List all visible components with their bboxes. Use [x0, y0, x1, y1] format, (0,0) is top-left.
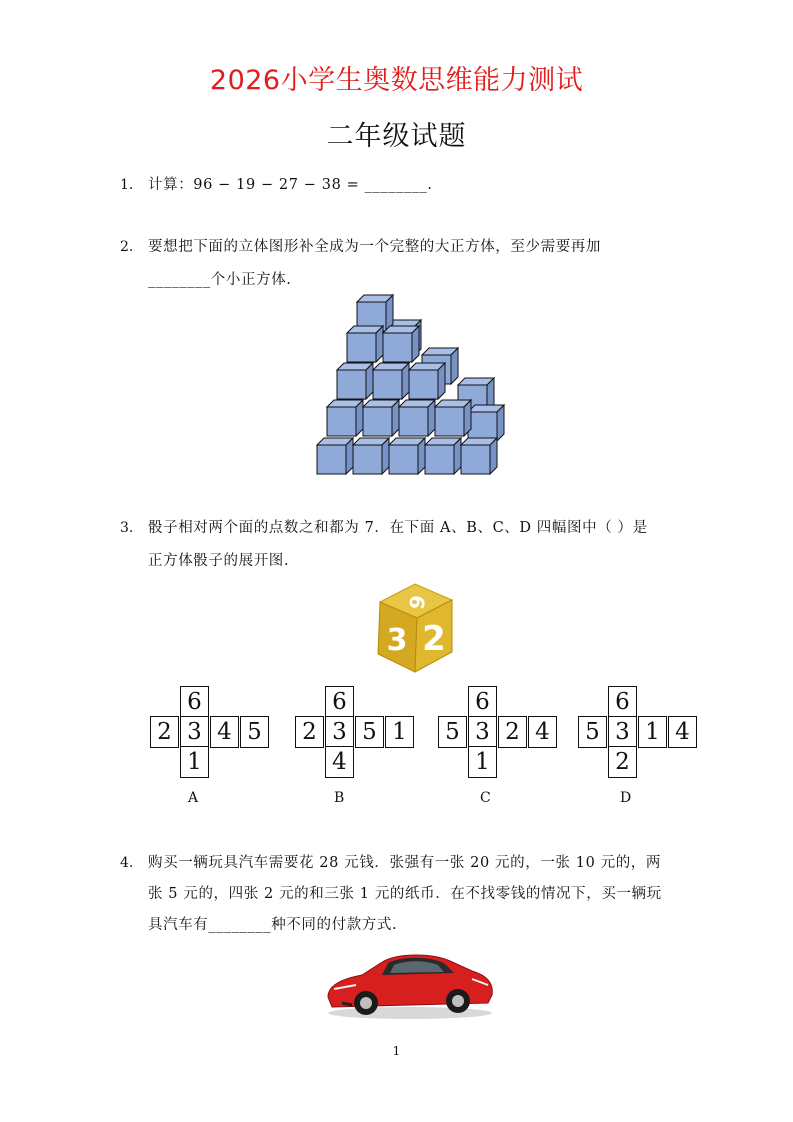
net-d-cell-4: 4 — [668, 716, 697, 748]
page-subtitle: 二年级试题 — [326, 121, 467, 152]
question-4-line-2: 张 5 元的，四张 2 元的和三张 1 元的纸币．在不找零钱的情况下，买一辆玩 — [148, 886, 662, 902]
net-d-cell-2: 3 — [608, 716, 637, 748]
question-1-text: 计算：96 − 19 − 27 − 38 = ________. — [148, 177, 433, 193]
net-b-top: 6 — [325, 686, 354, 718]
net-d-label: D — [620, 790, 632, 806]
net-d — [578, 686, 698, 776]
small-cube — [327, 400, 363, 436]
net-c-bottom: 1 — [468, 746, 497, 778]
cube-stack-figure — [300, 290, 520, 490]
net-b-cell-3: 5 — [355, 716, 384, 748]
question-4-number: 4. — [120, 855, 134, 871]
die-right-face: 2 — [422, 619, 446, 659]
net-d-bottom: 2 — [608, 746, 637, 778]
small-cube — [383, 326, 419, 362]
net-c-cell-3: 2 — [498, 716, 527, 748]
net-c-cell-4: 4 — [528, 716, 557, 748]
question-4-line-1: 购买一辆玩具汽车需要花 28 元钱．张强有一张 20 元的，一张 10 元的，两 — [148, 855, 662, 871]
question-4-line-3: 具汽车有________种不同的付款方式. — [148, 917, 398, 933]
net-d-cell-1: 5 — [578, 716, 607, 748]
question-3-line-2: 正方体骰子的展开图. — [148, 553, 290, 569]
net-c-cell-1: 5 — [438, 716, 467, 748]
net-b-bottom: 4 — [325, 746, 354, 778]
question-3-line-1: 骰子相对两个面的点数之和都为 7．在下面 A、B、C、D 四幅图中（ ）是 — [148, 520, 648, 536]
toy-car-image — [322, 945, 497, 1023]
net-b-cell-4: 1 — [385, 716, 414, 748]
small-cube — [317, 438, 353, 474]
die-image — [370, 580, 460, 676]
question-2-line-1: 要想把下面的立体图形补全成为一个完整的大正方体，至少需要再加 — [148, 239, 601, 255]
net-d-top: 6 — [608, 686, 637, 718]
question-2-number: 2. — [120, 239, 134, 255]
net-c-top: 6 — [468, 686, 497, 718]
net-d-cell-3: 1 — [638, 716, 667, 748]
net-b — [295, 686, 415, 776]
small-cube — [461, 438, 497, 474]
small-cube — [373, 363, 409, 399]
net-a-cell-4: 5 — [240, 716, 269, 748]
small-cube — [468, 405, 504, 441]
question-3-number: 3. — [120, 520, 134, 536]
question-1-number: 1. — [120, 177, 134, 193]
net-a-cell-1: 2 — [150, 716, 179, 748]
question-2-line-2: ________个小正方体. — [148, 272, 292, 288]
small-cube — [337, 363, 373, 399]
net-c — [438, 686, 558, 776]
small-cube — [363, 400, 399, 436]
net-c-cell-2: 3 — [468, 716, 497, 748]
net-b-cell-2: 3 — [325, 716, 354, 748]
net-b-cell-1: 2 — [295, 716, 324, 748]
small-cube — [399, 400, 435, 436]
die-top-face: 6 — [403, 593, 431, 612]
net-a — [150, 686, 270, 776]
page-title: 2026小学生奥数思维能力测试 — [209, 65, 584, 96]
small-cube — [347, 326, 383, 362]
small-cube — [409, 363, 445, 399]
small-cube — [435, 400, 471, 436]
net-a-cell-3: 4 — [210, 716, 239, 748]
net-a-top: 6 — [180, 686, 209, 718]
net-c-label: C — [480, 790, 491, 806]
page-number: 1 — [392, 1044, 401, 1058]
small-cube — [425, 438, 461, 474]
net-a-label: A — [188, 790, 199, 806]
small-cube — [353, 438, 389, 474]
net-a-bottom: 1 — [180, 746, 209, 778]
net-a-cell-2: 3 — [180, 716, 209, 748]
small-cube — [389, 438, 425, 474]
net-b-label: B — [334, 790, 345, 806]
die-left-face: 3 — [386, 623, 408, 658]
